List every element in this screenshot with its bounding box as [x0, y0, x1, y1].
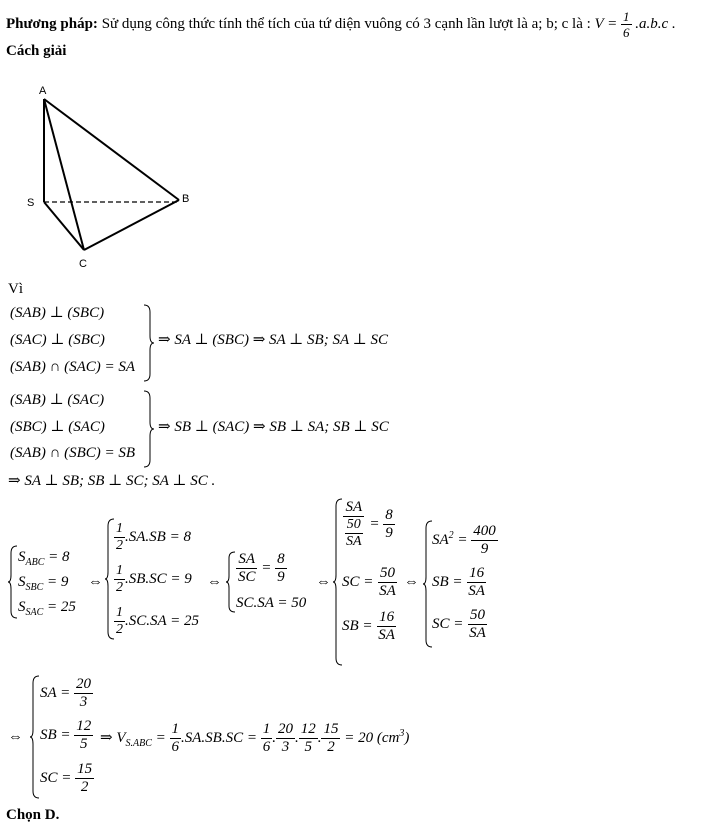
method-label: Phương pháp: [6, 15, 98, 32]
g2-result: ⇒ SB ⊥ (SAC) ⇒ SB ⊥ SA; SB ⊥ SC [158, 419, 389, 435]
method-text: Sử dụng công thức tính thể tích của tứ diện vuông có 3 cạnh lần lượt là a; b; c là : [101, 15, 591, 32]
conclusion-line: ⇒ SA ⊥ SB; SB ⊥ SC; SA ⊥ SC . [8, 473, 216, 489]
s3-brace [226, 551, 236, 613]
s2-line-3: $\frac{1}{2}$ .SC.SA = 25 [116, 605, 200, 637]
s3-line-1: $\frac{SA}{SC}$ = $\frac{8}{9}$ [238, 551, 285, 585]
g2-brace [143, 390, 155, 468]
because-label: Vì [8, 281, 23, 297]
s3-line-2: SC.SA = 50 [236, 595, 307, 611]
edge-CB [84, 200, 179, 250]
s4-line-3: SB = $\frac{16}{SA}$ [342, 609, 395, 643]
s6-line-2: SB = $\frac{12}{5}$ [40, 718, 92, 752]
frac-num: 1 [623, 9, 630, 24]
method-formula-lhs: V = [594, 15, 618, 32]
g1-brace [143, 304, 155, 382]
g1-line-2: (SAC) ⊥ (SBC) [10, 332, 105, 348]
equiv-3: ⇔ [316, 574, 331, 590]
s1-brace [8, 545, 18, 619]
solution-heading: Cách giải [6, 43, 67, 59]
s6-line-3: SC = $\frac{15}{2}$ [40, 761, 93, 795]
vertex-B-label: B [182, 193, 190, 205]
method-formula-frac [621, 10, 632, 39]
s2-line-2: $\frac{1}{2}$ .SB.SC = 9 [116, 563, 192, 595]
g2-line-1: (SAB) ⊥ (SAC) [10, 392, 105, 408]
tetrahedron-diagram [20, 80, 220, 270]
equiv-2: ⇔ [207, 574, 222, 590]
s2-line-1: $\frac{1}{2}$ .SA.SB = 8 [116, 521, 191, 553]
g1-line-3: (SAB) ∩ (SAC) = SA [10, 359, 136, 375]
answer: Chọn D. [6, 807, 60, 823]
vertex-A-label: A [39, 85, 47, 97]
equiv-4: ⇔ [404, 574, 419, 590]
s5-line-1: $SA^2$ = $\frac{400}{9}$ [432, 523, 496, 557]
g1-line-1: (SAB) ⊥ (SBC) [10, 305, 105, 321]
volume-formula: ⇒ $V_{S.ABC}$ = $\frac{1}{6}$ .SA.SB.SC = $\frac{1}{6}$ . $\frac{20}{3}$ . $\frac{12}{5}$ . $\frac{15}{2}$ = 20 $(cm^3)$ [100, 721, 410, 755]
method-line [6, 10, 676, 39]
equiv-1: ⇔ [88, 574, 103, 590]
g2-line-2: (SBC) ⊥ (SAC) [10, 419, 105, 435]
g1-result: ⇒ SA ⊥ (SBC) ⇒ SA ⊥ SB; SA ⊥ SC [158, 332, 388, 348]
edge-AB [44, 99, 179, 200]
s5-line-3: SC = $\frac{50}{SA}$ [432, 607, 486, 641]
vertex-C-label: C [79, 258, 87, 270]
s4-line-2: SC = $\frac{50}{SA}$ [342, 565, 396, 599]
s6-line-1: SA = $\frac{20}{3}$ [40, 676, 92, 710]
s1-line-3: $S_{SAC} = 25$ [18, 599, 76, 618]
s1-line-2: $S_{SBC} = 9$ [18, 574, 69, 593]
method-formula-rhs: .a.b.c . [635, 15, 676, 32]
vertex-S-label: S [27, 197, 35, 209]
s1-line-1: $S_{ABC} = 8$ [18, 549, 70, 568]
s6-brace [30, 675, 40, 799]
frac-den: 6 [623, 25, 630, 40]
equiv-5: ⇔ [8, 729, 23, 745]
s5-line-2: SB = $\frac{16}{SA}$ [432, 565, 485, 599]
g2-line-3: (SAB) ∩ (SBC) = SB [10, 445, 136, 461]
s4-line-1: $\frac{SA}{\frac{50}{SA}}$ = $\frac{8}{9}$ [345, 499, 393, 549]
